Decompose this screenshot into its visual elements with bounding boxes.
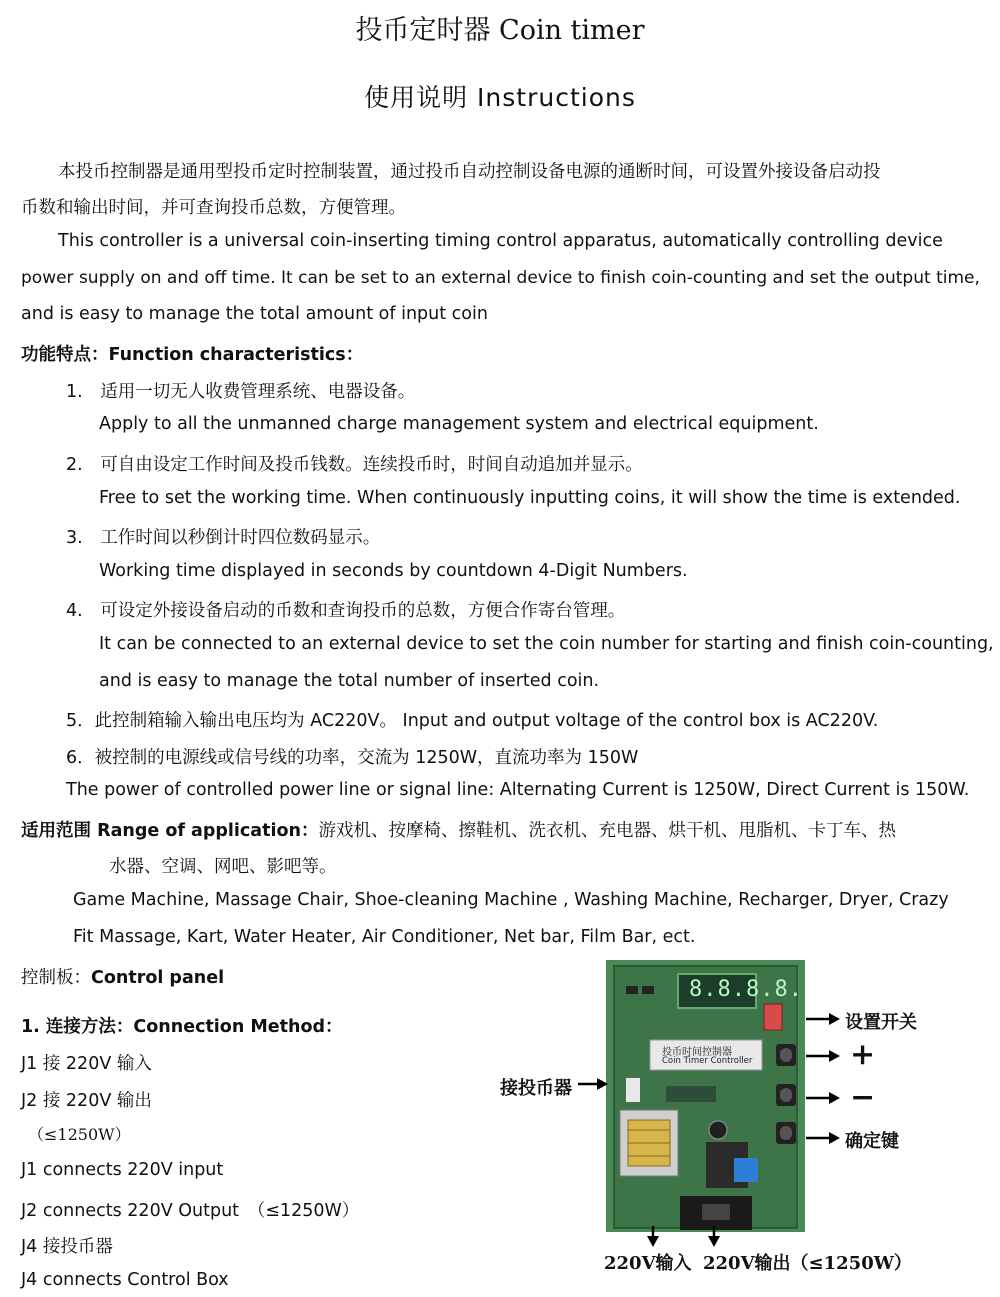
label-confirm: 确定键: [845, 1131, 899, 1152]
connection-line: J4 connects Control Box: [21, 1270, 229, 1290]
connection-line: J2 connects 220V Output （≤1250W）: [21, 1201, 360, 1221]
connection-line: （≤1250W）: [28, 1125, 131, 1144]
board-display: 8.8.8.8.: [689, 977, 803, 1002]
feature-2-en: Free to set the working time. When continuously inputting coins, it will show the time is extended.: [99, 488, 961, 508]
intro-cn-line1: 本投币控制器是通用型投币定时控制装置，通过投币自动控制设备电源的通断时间，可设置外接设备启动投: [58, 162, 881, 182]
connection-heading: 1. 连接方法：Connection Method：: [21, 1017, 343, 1037]
connection-line: J2 接 220V 输出: [21, 1091, 152, 1111]
feature-6-cn: 6．被控制的电源线或信号线的功率，交流为 1250W，直流功率为 150W: [66, 748, 639, 768]
feature-5-en: Input and output voltage of the control box is AC220V.: [402, 711, 879, 731]
page-title: 投币定时器 Coin timer: [355, 15, 645, 46]
intro-en-line3: and is easy to manage the total amount of input coin: [21, 304, 488, 324]
feature-4-en-line2: and is easy to manage the total number of inserted coin.: [99, 671, 600, 691]
application-cn-line1: 游戏机、按摩椅、擦鞋机、洗衣机、充电器、烘干机、甩脂机、卡丁车、热: [318, 821, 896, 841]
intro-en-line1: This controller is a universal coin-inserting timing control apparatus, automatically controlling device: [58, 231, 943, 251]
application-heading: 适用范围 Range of application：: [21, 821, 319, 841]
control-panel-heading-en: Control panel: [91, 968, 225, 988]
feature-3-cn: 3. 工作时间以秒倒计时四位数码显示。: [66, 528, 381, 548]
board-label-cn: 投币时间控制器: [662, 1047, 732, 1058]
feature-1-cn: 1. 适用一切无人收费管理系统、电器设备。: [66, 382, 416, 402]
features-heading: 功能特点：Function characteristics：: [21, 345, 364, 365]
feature-4-en-line1: It can be connected to an external device to set the coin number for starting and finish coin-counting,: [99, 634, 994, 654]
feature-4-cn: 4. 可设定外接设备启动的币数和查询投币的总数，方便合作寄台管理。: [66, 601, 626, 621]
feature-3-en: Working time displayed in seconds by countdown 4-Digit Numbers.: [99, 561, 688, 581]
feature-2-cn: 2. 可自由设定工作时间及投币钱数。连续投币时，时间自动追加并显示。: [66, 455, 643, 475]
page-subtitle: 使用说明 Instructions: [364, 83, 636, 112]
label-settings-switch: 设置开关: [845, 1012, 917, 1033]
application-en-line1: Game Machine, Massage Chair, Shoe-cleaning Machine , Washing Machine, Recharger, Dryer, Crazy: [73, 890, 949, 910]
board-label-en: Coin Timer Controller: [662, 1056, 753, 1066]
application-en-line2: Fit Massage, Kart, Water Heater, Air Conditioner, Net bar, Film Bar, ect.: [73, 927, 696, 947]
connection-line: J1 接 220V 输入: [21, 1054, 152, 1074]
intro-en-line2: power supply on and off time. It can be set to an external device to finish coin-counting and set the output time,: [21, 268, 980, 288]
feature-6-en: The power of controlled power line or signal line: Alternating Current is 1250W, Direct Current is 150W.: [66, 780, 970, 800]
control-panel-heading-cn: 控制板：: [21, 968, 91, 988]
feature-5-cn: 5．此控制箱输入输出电压均为 AC220V。: [66, 711, 397, 731]
label-plus: +: [850, 1037, 876, 1072]
connection-line: J1 connects 220V input: [21, 1160, 224, 1180]
label-minus: −: [850, 1080, 876, 1115]
label-coin-acceptor: 接投币器: [500, 1078, 572, 1099]
intro-cn-line2: 币数和输出时间，并可查询投币总数，方便管理。: [21, 198, 406, 218]
connection-line: J4 接投币器: [21, 1237, 113, 1257]
label-220v-output: 220V输出（≤1250W）: [703, 1253, 912, 1274]
feature-1-en: Apply to all the unmanned charge management system and electrical equipment.: [99, 414, 819, 434]
application-cn-line2: 水器、空调、网吧、影吧等。: [109, 857, 337, 877]
label-220v-input: 220V输入: [604, 1253, 692, 1274]
